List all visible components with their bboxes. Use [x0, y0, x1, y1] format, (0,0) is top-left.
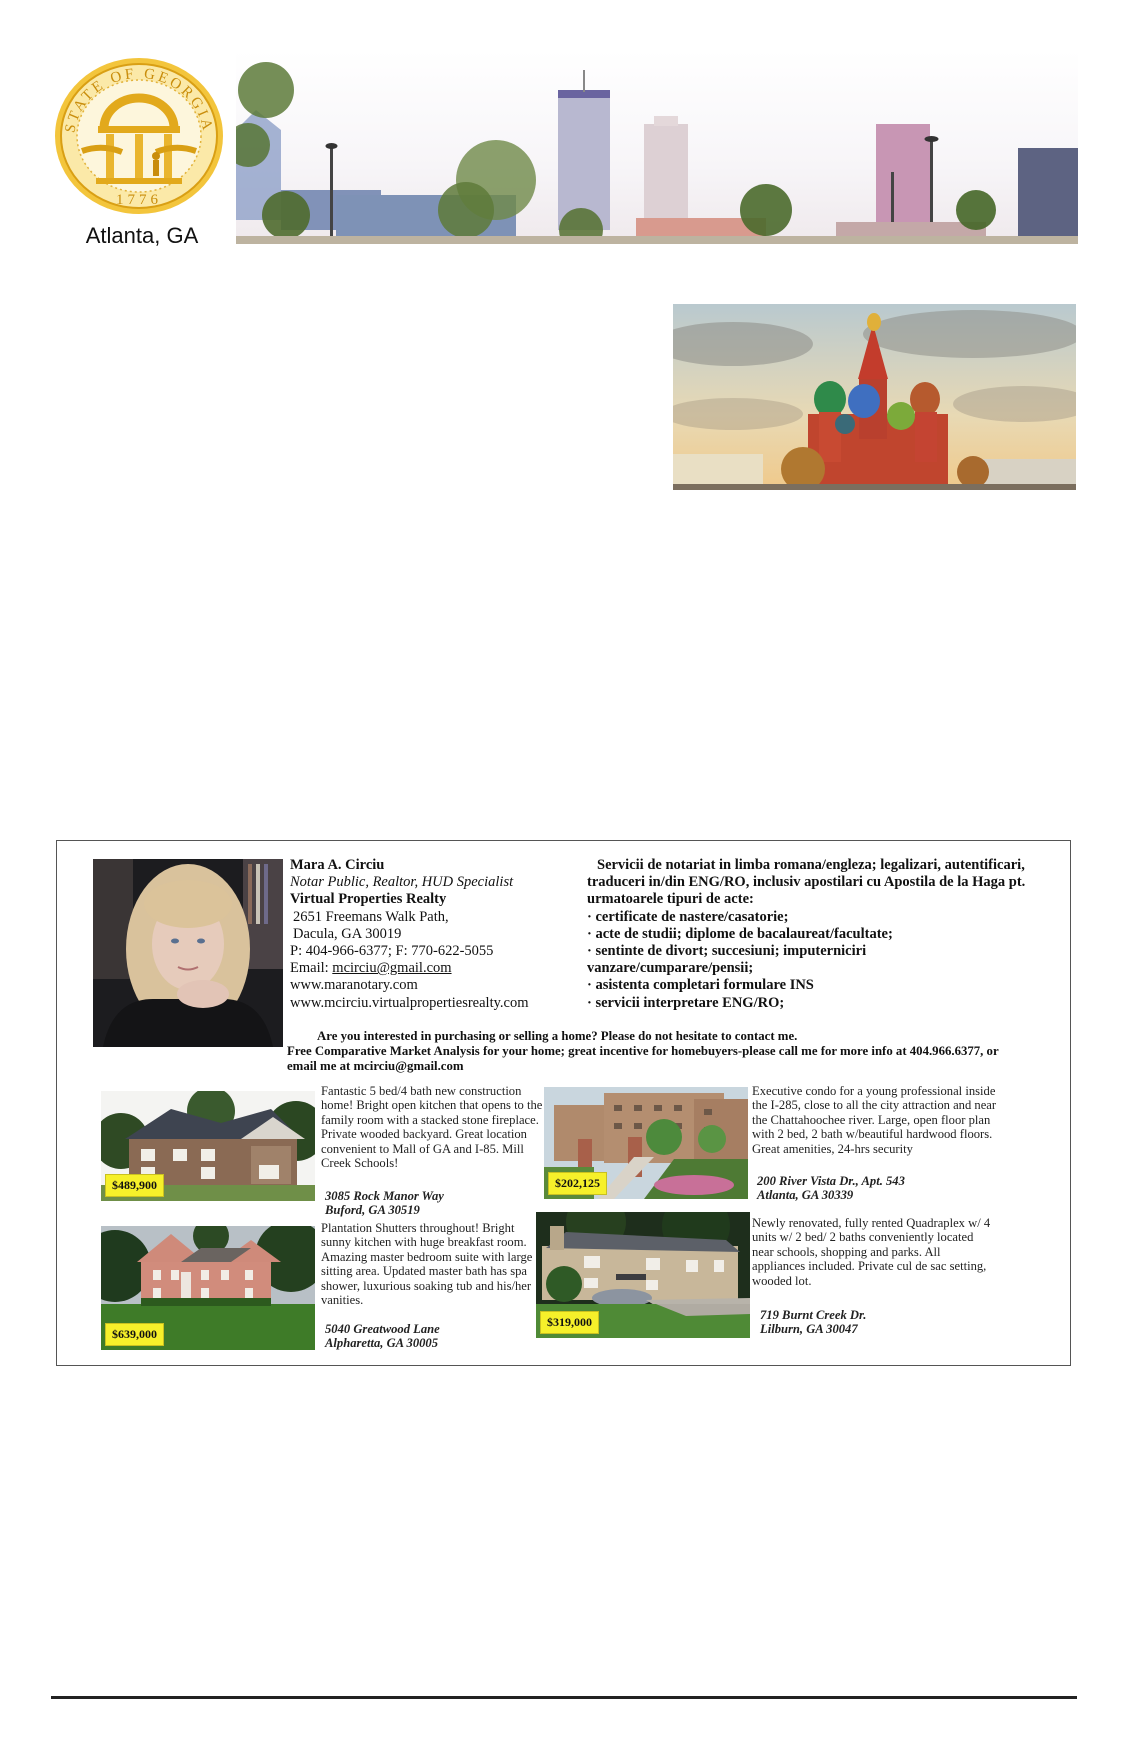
agent-title: Notar Public, Realtor, HUD Specialist — [290, 874, 514, 891]
agent-company: Virtual Properties Realty — [290, 891, 447, 908]
listing-description: Fantastic 5 bed/4 bath new construction home! Bright open kitchen that opens to the family room with a stacked stone fireplace. Private wooded backyard. Great location convenient to Mall of GA and I-85. Mill Creek Schools! — [321, 1084, 543, 1171]
listing-photo — [101, 1091, 315, 1201]
address-line-2: Buford, GA 30519 — [325, 1203, 420, 1218]
realtor-ad — [56, 840, 1071, 1366]
service-item: · asistenta completari formulare INS — [587, 977, 1027, 994]
notary-services — [587, 857, 1027, 1012]
agent-photo — [93, 859, 283, 1047]
address-line-1: 3085 Rock Manor Way — [325, 1189, 444, 1203]
price-tag: $489,900 — [105, 1174, 164, 1197]
svg-text:1776: 1776 — [116, 192, 162, 208]
agent-address-line1: 2651 Freemans Walk Path, — [293, 908, 449, 925]
address-line-2: Alpharetta, GA 30005 — [325, 1336, 439, 1351]
cta-line-2: Free Comparative Market Analysis for your home; great incentive for homebuyers-please call me for more info at 404.966.6377, or email me at mcirciu@gmail.com — [287, 1044, 999, 1073]
price-tag: $202,125 — [548, 1172, 607, 1195]
listing-description: Newly renovated, fully rented Quadraplex w/ 4 units w/ 2 bed/ 2 baths conveniently located near schools, shopping and parks. All appliances included. Private cul de sac setting, wooded lot. — [752, 1216, 991, 1288]
moscow-cathedral-image — [673, 304, 1076, 490]
services-intro: Servicii de notariat in limba romana/engleza; legalizari, autentificari, traduceri in/din ENG/RO, inclusiv apostilari cu Apostila de la Haga pt. urmatoarele tipuri de acte: — [587, 857, 1026, 908]
footer-divider — [51, 1696, 1077, 1699]
website-link-2[interactable]: www.mcirciu.virtualpropertiesrealty.com — [290, 994, 529, 1011]
address-line-1: 719 Burnt Creek Dr. — [760, 1308, 867, 1322]
listing-address — [760, 1308, 1000, 1337]
address-line-2: Lilburn, GA 30047 — [760, 1322, 858, 1337]
svg-text:STATE OF GEORGIA: STATE OF GEORGIA — [62, 65, 216, 135]
agent-contact-card — [290, 857, 590, 1012]
service-item: · servicii interpretare ENG/RO; — [587, 995, 1027, 1012]
price-tag: $319,000 — [540, 1311, 599, 1334]
listing-photo — [544, 1087, 748, 1199]
georgia-state-seal — [52, 56, 226, 216]
service-item: · sentinte de divort; succesiuni; imputerniciri vanzare/cumparare/pensii; — [587, 943, 1027, 977]
cta-line-1: Are you interested in purchasing or selling a home? Please do not hesitate to contact me. — [317, 1029, 798, 1043]
website-link-1[interactable]: www.maranotary.com — [290, 977, 418, 994]
agent-phone-fax: P: 404-966-6377; F: 770-622-5055 — [290, 943, 494, 960]
agent-email-row — [290, 960, 590, 977]
listing-address — [325, 1322, 545, 1351]
address-line-2: Atlanta, GA 30339 — [757, 1188, 854, 1203]
listing-address — [325, 1189, 545, 1218]
email-label: Email: — [290, 960, 333, 977]
service-item: · acte de studii; diplome de bacalaureat/facultate; — [587, 926, 1027, 943]
agent-address-line2: Dacula, GA 30019 — [293, 925, 402, 942]
atlanta-skyline-image — [236, 50, 1078, 244]
address-line-1: 5040 Greatwood Lane — [325, 1322, 440, 1336]
services-list — [587, 909, 1027, 1012]
call-to-action — [287, 1029, 1007, 1074]
service-item: · certificate de nastere/casatorie; — [587, 909, 1027, 926]
listing-description: Plantation Shutters throughout! Bright sunny kitchen with huge breakfast room. Amazing master bedroom suite with large sitting area. Updated master bath has spa shower, luxurious soaking tub and his/her vanities. — [321, 1221, 533, 1308]
price-tag: $639,000 — [105, 1323, 164, 1346]
listing-address — [757, 1174, 997, 1203]
agent-name: Mara A. Circiu — [290, 857, 385, 873]
email-link[interactable]: mcirciu@gmail.com — [332, 960, 452, 977]
seal-icon — [52, 56, 226, 216]
listing-photo — [101, 1226, 315, 1350]
address-line-1: 200 River Vista Dr., Apt. 543 — [757, 1174, 905, 1188]
city-caption: Atlanta, GA — [85, 223, 199, 248]
listing-description: Executive condo for a young professional inside the I-285, close to all the city attraction and near the Chattahoochee river. Large, open floor plan with 2 bed, 2 bath w/beautiful hardwood floors. Great amenities, 24-hrs security — [752, 1084, 997, 1156]
listing-photo — [536, 1212, 750, 1338]
